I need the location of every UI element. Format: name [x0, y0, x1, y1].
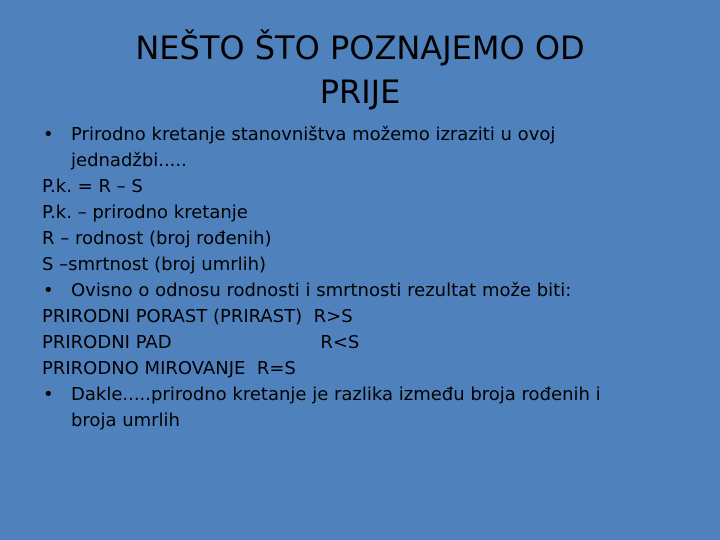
- bullet-text-line: Ovisno o odnosu rodnosti i smrtnosti rezultat može biti:: [71, 280, 572, 301]
- bullet-dot: •: [43, 124, 54, 145]
- title-line-2: PRIJE: [319, 73, 401, 111]
- bullet-text-line: Prirodno kretanje stanovništva možemo izraziti u ovoj: [71, 124, 556, 145]
- formula-line: P.k. = R – S: [42, 176, 143, 197]
- definition-line: P.k. – prirodno kretanje: [42, 202, 248, 223]
- bullet-item: [42, 122, 692, 174]
- definition-line: S –smrtnost (broj umrlih): [42, 254, 267, 275]
- slide-title: [60, 26, 660, 114]
- title-line-1: NEŠTO ŠTO POZNAJEMO OD: [135, 29, 585, 67]
- slide-body: [42, 122, 692, 434]
- bullet-text-line: jednadžbi.....: [71, 150, 187, 171]
- bullet-dot: •: [43, 384, 54, 405]
- bullet-item: [42, 382, 692, 434]
- result-line: PRIRODNO MIROVANJE R=S: [42, 358, 296, 379]
- bullet-text-line: Dakle.....prirodno kretanje je razlika između broja rođenih i: [71, 384, 601, 405]
- bullet-text-line: broja umrlih: [71, 410, 180, 431]
- bullet-item: [42, 278, 692, 304]
- result-line: PRIRODNI PAD R<S: [42, 332, 360, 353]
- definition-line: R – rodnost (broj rođenih): [42, 228, 272, 249]
- bullet-dot: •: [43, 280, 54, 301]
- result-line: PRIRODNI PORAST (PRIRAST) R>S: [42, 306, 353, 327]
